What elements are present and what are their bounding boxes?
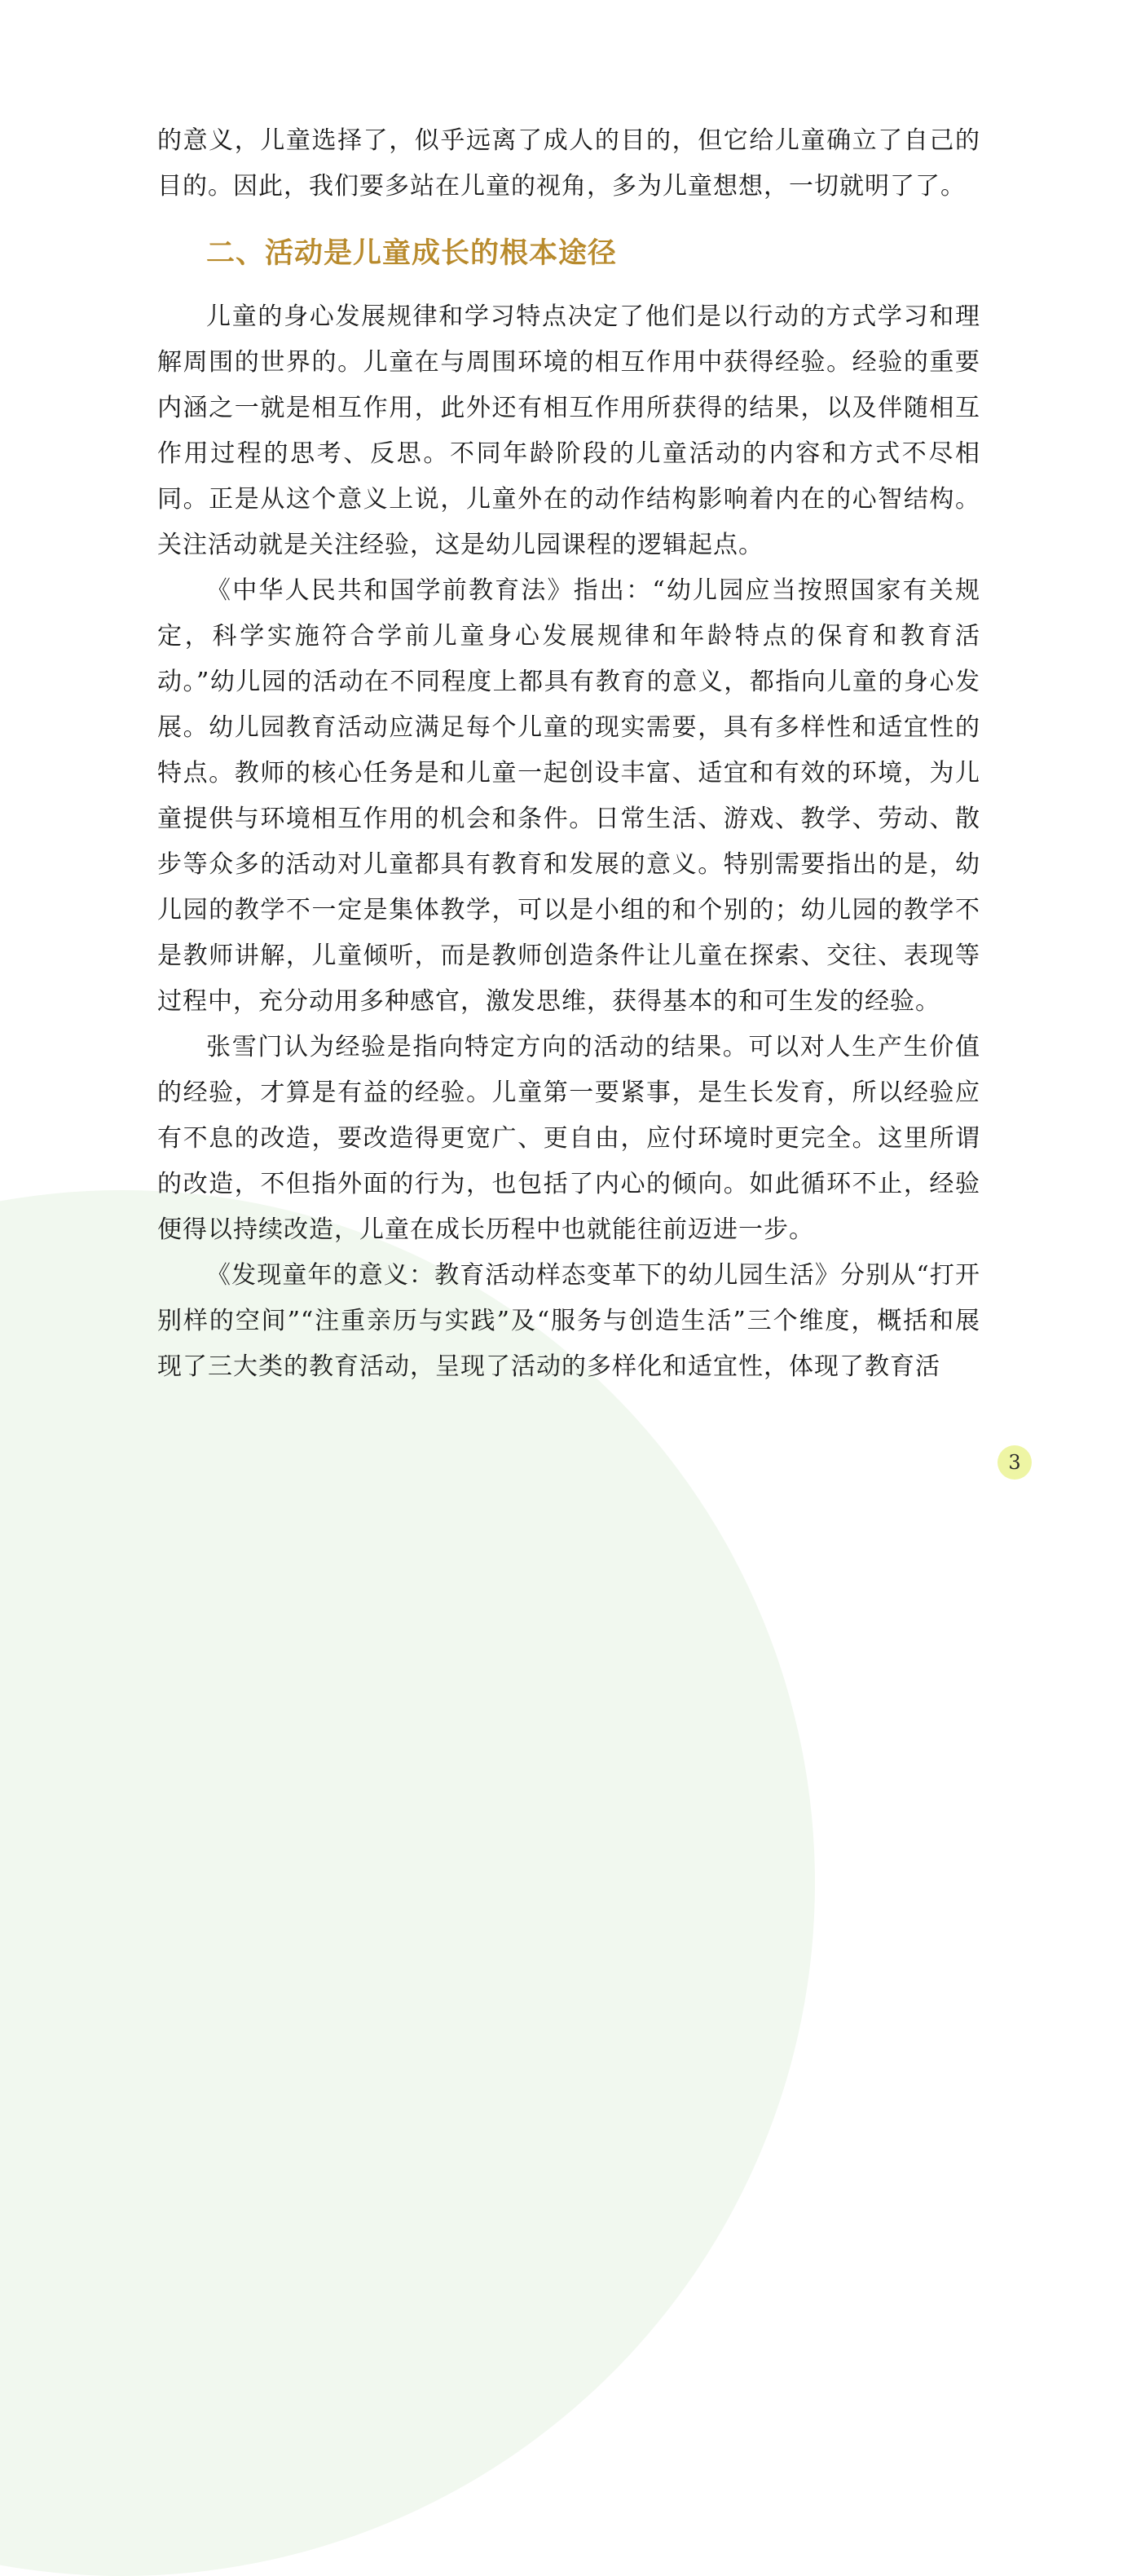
page-content xyxy=(157,118,980,1390)
paragraph-1: 儿童的身心发展规律和学习特点决定了他们是以行动的方式学习和理解周围的世界的。儿童在与周围环境的相互作用中获得经验。经验的重要内涵之一就是相互作用，此外还有相互作用所获得的结果，以及伴随相互作用过程的思考、反思。不同年龄阶段的儿童活动的内容和方式不尽相同。正是从这个意义上说，儿童外在的动作结构影响着内在的心智结构。关注活动就是关注经验，这是幼儿园课程的逻辑起点。 xyxy=(157,302,980,559)
background-decoration xyxy=(0,1190,815,2576)
page-number: 3 xyxy=(997,1445,1032,1480)
paragraph-3: 张雪门认为经验是指向特定方向的活动的结果。可以对人生产生价值的经验，才算是有益的经验。儿童第一要紧事，是生长发育，所以经验应有不息的改造，要改造得更宽广、更自由，应付环境时更完全。这里所谓的改造，不但指外面的行为，也包括了内心的倾向。如此循环不止，经验便得以持续改造，儿童在成长历程中也就能往前迈进一步。 xyxy=(157,1033,980,1244)
paragraph-4: 《发现童年的意义：教育活动样态变革下的幼儿园生活》分别从“打开别样的空间”“注重亲历与实践”及“服务与创造生活”三个维度，概括和展现了三大类的教育活动，呈现了活动的多样化和适宜性，体现了教育活 xyxy=(157,1261,980,1381)
paragraph-continued: 的意义，儿童选择了，似乎远离了成人的目的，但它给儿童确立了自己的目的。因此，我们要多站在儿童的视角，多为儿童想想，一切就明了了。 xyxy=(157,126,980,201)
section-heading: 二、活动是儿童成长的根本途径 xyxy=(206,237,618,270)
paragraph-2: 《中华人民共和国学前教育法》指出：“幼儿园应当按照国家有关规定，科学实施符合学前儿童身心发展规律和年龄特点的保育和教育活动。”幼儿园的活动在不同程度上都具有教育的意义，都指向儿童的身心发展。幼儿园教育活动应满足每个儿童的现实需要，具有多样性和适宜性的特点。教师的核心任务是和儿童一起创设丰富、适宜和有效的环境，为儿童提供与环境相互作用的机会和条件。日常生活、游戏、教学、劳动、散步等众多的活动对儿童都具有教育和发展的意义。特别需要指出的是，幼儿园的教学不一定是集体教学，可以是小组的和个别的；幼儿园的教学不是教师讲解，儿童倾听，而是教师创造条件让儿童在探索、交往、表现等过程中，充分动用多种感官，激发思维，获得基本的和可生发的经验。 xyxy=(157,576,980,1016)
